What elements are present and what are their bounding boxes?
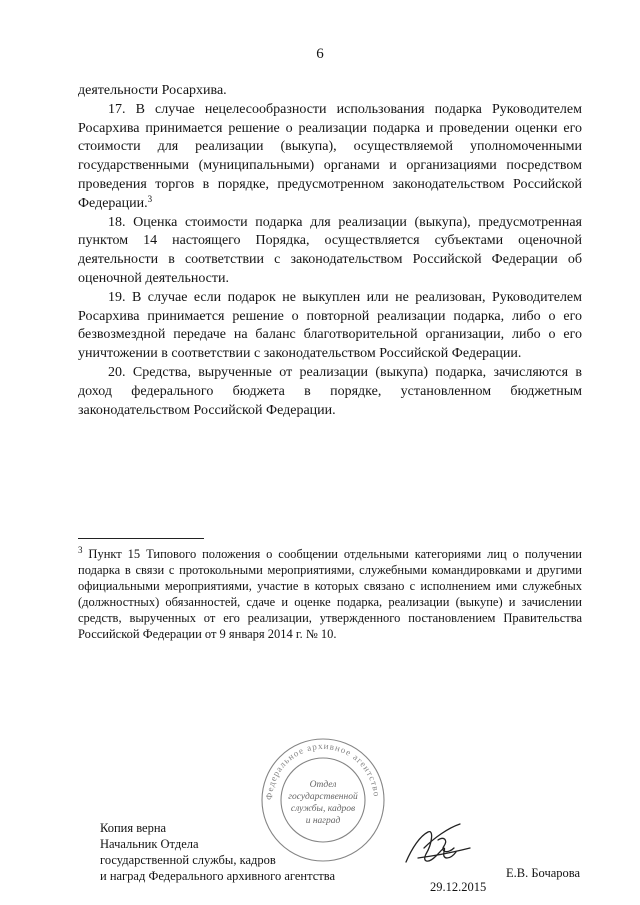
- page-number: 6: [316, 46, 324, 62]
- certification-line-1: Копия верна: [100, 821, 167, 835]
- paragraph-17: 17. В случае нецелесообразности использования подарка Руководителем Росархива принимается решение о реализации подарка и проведении оценки его стоимости для реализации (выкупа), осуществляемой уполномоченными государственными (муниципальными) органами и организациями посредством проведения торгов в порядке, предусмотренном законодательством Российской Федерации.$^3$: [78, 101, 582, 211]
- seal-ring-text: Федеральное архивное агентство: [263, 740, 382, 801]
- paragraph-continuation: деятельности Росархива.: [78, 83, 227, 98]
- signature-date: 29.12.2015: [430, 880, 487, 894]
- paragraph-18: 18. Оценка стоимости подарка для реализации (выкупа), предусмотренная пунктом 14 настоящего Порядка, осуществляется субъектами оценочной деятельности в соответствии с законодательством Российской Федерации об оценочной деятельности.: [78, 214, 582, 286]
- certification-line-4: и наград Федерального архивного агентства: [100, 869, 336, 883]
- seal-line-2: государственной: [288, 792, 358, 802]
- footnote-marker: 3: [78, 545, 83, 555]
- certification-line-3: государственной службы, кадров: [100, 853, 276, 867]
- seal-line-3: службы, кадров: [290, 804, 356, 814]
- certification-line-2: Начальник Отдела: [100, 837, 199, 851]
- paragraph-19: 19. В случае если подарок не выкуплен или не реализован, Руководителем Росархива принимается решение о повторной реализации подарка, либо о его безвозмездной передаче на баланс благотворительной организации, либо о его уничтожении в соответствии с законодательством Российской Федерации.: [78, 289, 582, 362]
- footnote: [78, 546, 582, 642]
- document-body: [78, 82, 582, 420]
- footnote-reference: 3: [147, 193, 153, 204]
- paragraph-20: 20. Средства, вырученные от реализации (выкупа) подарка, зачисляются в доход федерального бюджета в порядке, установленном бюджетным законодательством Российской Федерации.: [78, 364, 582, 418]
- signer-name: Е.В. Бочарова: [506, 866, 581, 880]
- footnote-text: Пункт 15 Типового положения о сообщении отдельными категориями лиц о получении подарка в связи с протокольными мероприятиями, служебными командировками и другими официальными мероприятиями, участие в которых связано с исполнением ими служебных (должностных) обязанностей, сдаче и оценке подарка, реализации (выкупе) и зачислении средств, вырученных от его реализации, утвержденного постановлением Правительства Российской Федерации от 9 января 2014 г. № 10.: [78, 547, 582, 641]
- certification-block: [100, 820, 335, 884]
- seal-line-1: Отдел: [309, 780, 337, 790]
- handwritten-signature: [398, 818, 478, 878]
- footnote-separator: [78, 538, 204, 539]
- seal-line-4: и наград: [305, 816, 341, 826]
